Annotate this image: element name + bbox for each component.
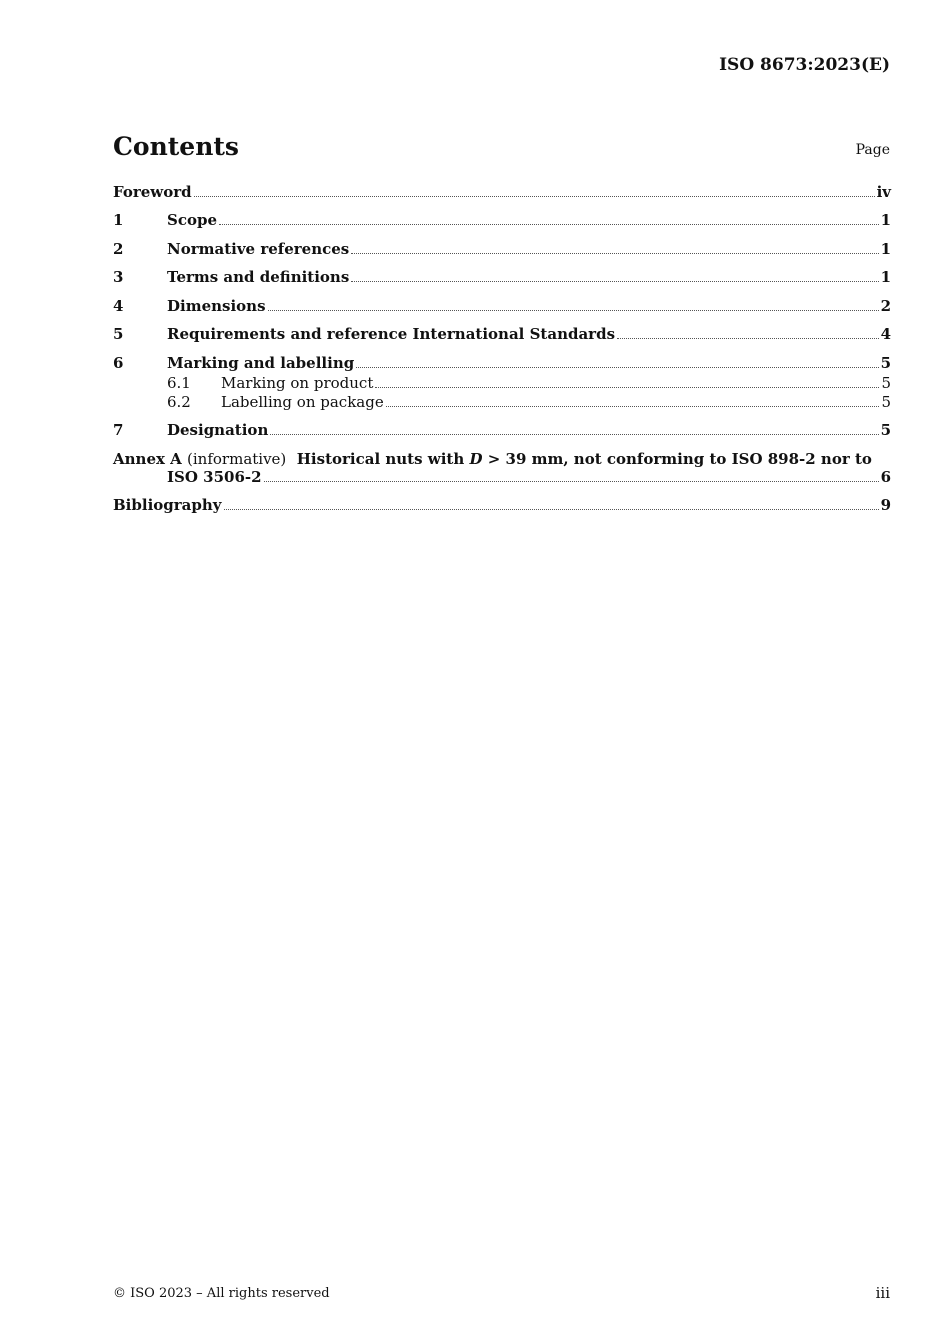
annex-title-line [113, 450, 891, 468]
toc-entry-number: 7 [113, 421, 124, 439]
toc-entry-bibliography[interactable] [113, 496, 891, 514]
copyright-notice: © ISO 2023 – All rights reserved [113, 1286, 330, 1301]
annex-title-part2: > 39 mm, not conforming to ISO 898-2 nor to [487, 449, 872, 468]
toc-entry-requirements[interactable] [113, 325, 891, 343]
toc-entry-label: Scope [167, 211, 218, 229]
page-number: iii [875, 1284, 890, 1302]
toc-entry-label: Labelling on package [221, 393, 384, 411]
toc-entry-label: Dimensions [167, 296, 266, 315]
toc-entry-number: 4 [113, 296, 124, 315]
dot-leader [351, 253, 878, 254]
toc-entry-page: 5 [880, 353, 891, 372]
dot-leader [617, 338, 879, 339]
toc-entry-number: 3 [113, 268, 124, 286]
annex-title-continuation [113, 468, 891, 486]
toc-entry-designation[interactable] [113, 421, 891, 439]
annex-kind: (informative) [187, 449, 287, 468]
toc-entry-page: iv [876, 183, 891, 201]
table-of-contents [113, 183, 891, 514]
toc-entry-page: 9 [880, 495, 891, 514]
toc-entry-number: 6.1 [167, 373, 191, 392]
dot-leader [219, 224, 879, 225]
toc-entry-number: 2 [113, 239, 124, 258]
toc-entry-marking-and-labelling[interactable] [113, 354, 891, 372]
toc-entry-dimensions[interactable] [113, 297, 891, 315]
toc-entry-foreword[interactable] [113, 183, 891, 201]
dot-leader [194, 196, 875, 197]
toc-entry-normative-references[interactable] [113, 240, 891, 258]
toc-entry-number: 6 [113, 353, 124, 372]
toc-entry-terms-and-definitions[interactable] [113, 268, 891, 286]
document-id: ISO 8673:2023(E) [719, 55, 890, 75]
toc-entry-page: 5 [881, 373, 891, 392]
toc-entry-page: 6 [880, 467, 891, 486]
dot-leader [375, 387, 879, 388]
toc-entry-marking-on-product[interactable] [113, 374, 891, 392]
toc-entry-label: Requirements and reference International Standards [167, 325, 616, 343]
toc-entry-page: 4 [880, 325, 891, 343]
toc-entry-label: Designation [167, 421, 269, 439]
toc-entry-label: Terms and definitions [167, 268, 350, 286]
dot-leader [356, 367, 878, 368]
dot-leader [386, 406, 880, 407]
dot-leader [270, 434, 878, 435]
toc-entry-label: Marking and labelling [167, 353, 355, 372]
toc-entry-page: 1 [880, 239, 891, 258]
dot-leader [224, 509, 879, 510]
toc-entry-number: 6.2 [167, 393, 191, 411]
dot-leader [264, 481, 879, 482]
toc-entry-number: 5 [113, 325, 124, 343]
annex-title-line2: ISO 3506-2 [167, 467, 262, 486]
toc-entry-label: Marking on product [221, 373, 374, 392]
toc-entry-label: Normative references [167, 239, 350, 258]
dot-leader [351, 281, 878, 282]
toc-entry-annex-a[interactable] [113, 450, 891, 486]
toc-entry-page: 5 [880, 421, 891, 439]
annex-title-part1: Historical nuts with [296, 449, 465, 468]
toc-entry-page: 2 [880, 296, 891, 315]
toc-entry-number: 1 [113, 211, 124, 229]
toc-entry-page: 5 [881, 393, 891, 411]
toc-entry-label: Bibliography [113, 495, 222, 514]
toc-entry-labelling-on-package[interactable] [113, 393, 891, 411]
toc-entry-label: Foreword [113, 183, 192, 201]
toc-entry-page: 1 [880, 268, 891, 286]
annex-prefix: Annex A [113, 449, 182, 468]
annex-title-variable: D [469, 449, 483, 468]
toc-entry-scope[interactable] [113, 211, 891, 229]
toc-entry-page: 1 [880, 211, 891, 229]
dot-leader [268, 310, 879, 311]
contents-title: Contents [113, 132, 240, 161]
page-column-label: Page [855, 142, 890, 158]
